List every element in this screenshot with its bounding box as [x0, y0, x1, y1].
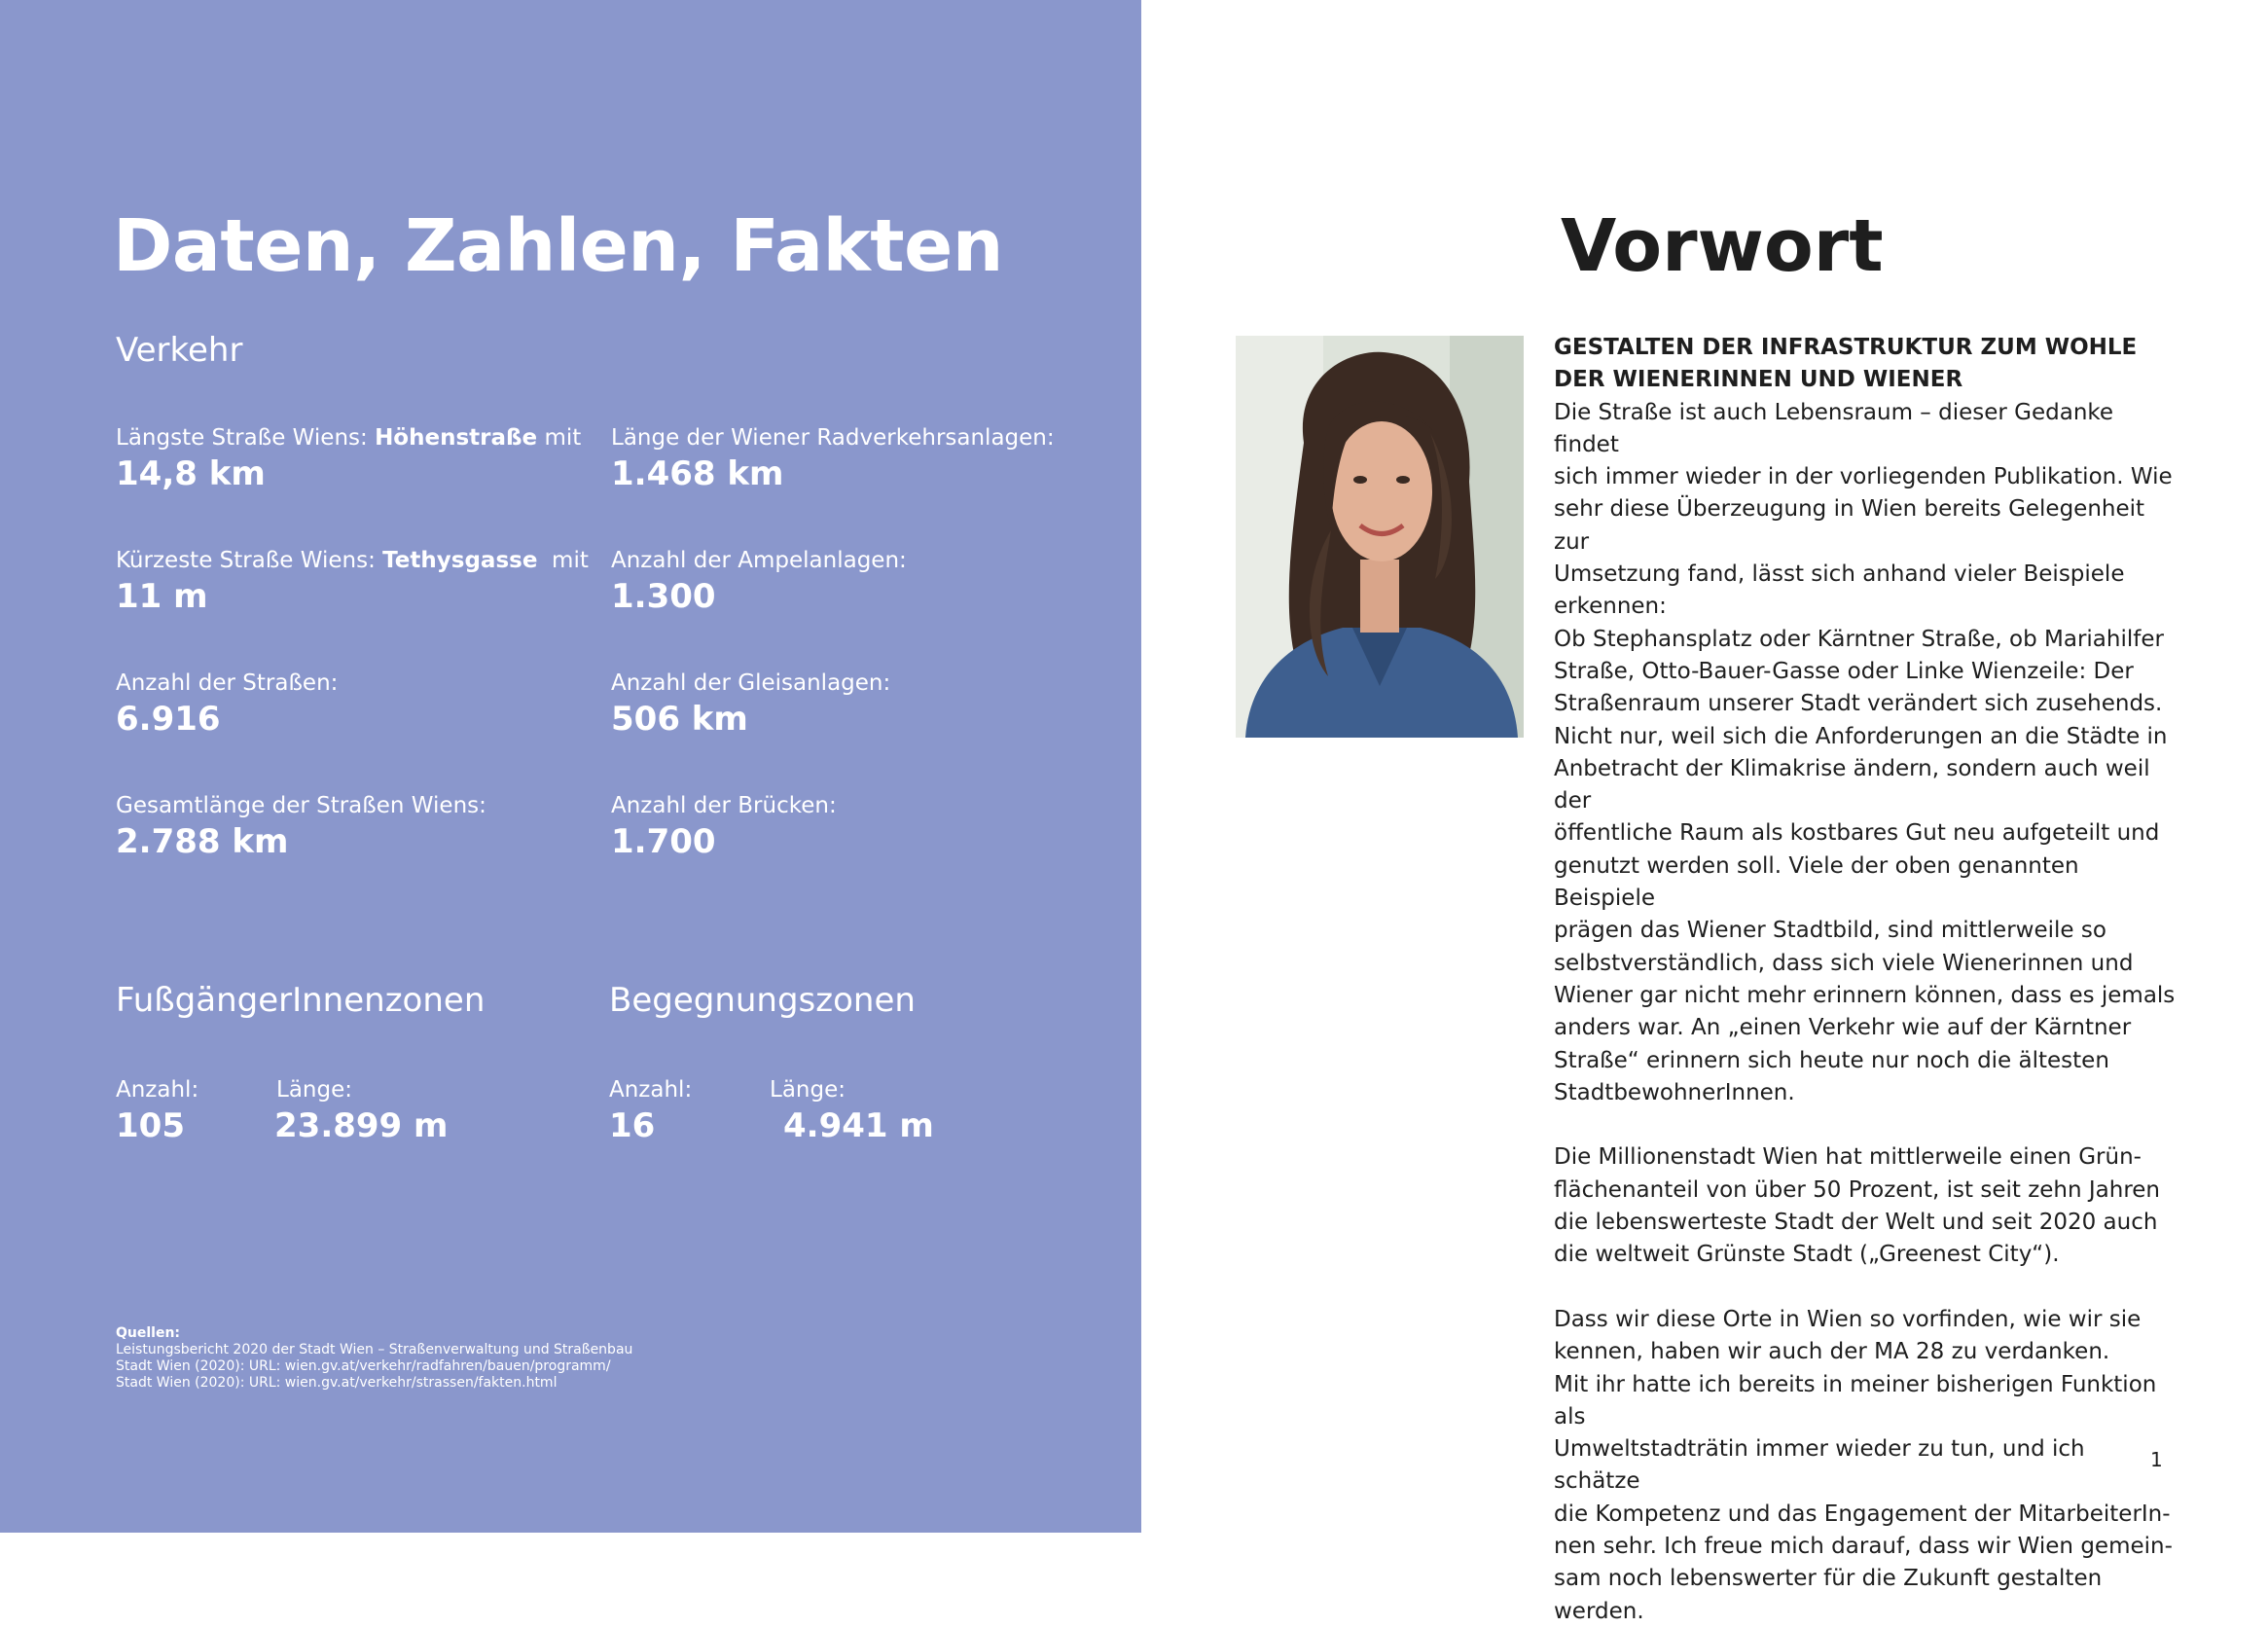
- text-line: flächenanteil von über 50 Prozent, ist seit zehn Jahren: [1554, 1176, 2161, 1203]
- text-line: Nicht nur, weil sich die Anforderungen an die Städte in: [1554, 723, 2168, 749]
- text-line: sam noch lebenswerter für die Zukunft gestalten werden.: [1554, 1566, 2103, 1624]
- stat-total-length: [116, 790, 486, 862]
- text-line: Dass wir diese Orte in Wien so vorfinden, wie wir sie: [1554, 1306, 2142, 1332]
- text-line: die weltweit Grünste Stadt („Greenest City“).: [1554, 1242, 2060, 1268]
- stat-label: Länge der Wiener Radverkehrsanlagen:: [611, 425, 1055, 451]
- facts-title: Daten, Zahlen, Fakten: [113, 204, 1003, 288]
- stat-label: Anzahl:: [116, 1077, 199, 1103]
- text-line: Mit ihr hatte ich bereits in meiner bisherigen Funktion als: [1554, 1371, 2157, 1429]
- stat-value: 1.700: [611, 822, 716, 861]
- stat-value: 105: [116, 1106, 185, 1145]
- pedestrian-zones-length: [274, 1074, 448, 1146]
- stat-value: 4.941 m: [783, 1106, 934, 1145]
- stat-label: Länge:: [770, 1077, 846, 1103]
- text-line: kennen, haben wir auch der MA 28 zu verdanken.: [1554, 1339, 2110, 1365]
- text-line: Die Straße ist auch Lebensraum – dieser Gedanke findet: [1554, 399, 2114, 457]
- portrait-illustration: [1236, 336, 1524, 738]
- encounter-zones-length: [770, 1074, 934, 1146]
- encounter-zones-count: [609, 1074, 692, 1146]
- text-line: sich immer wieder in der vorliegenden Publikation. Wie: [1554, 464, 2173, 490]
- stat-label: Gesamtlänge der Straßen Wiens:: [116, 793, 486, 818]
- text-line: sehr diese Überzeugung in Wien bereits Gelegenheit zur: [1554, 496, 2145, 555]
- stat-label: Anzahl der Gleisanlagen:: [611, 670, 891, 696]
- sources: [116, 1325, 632, 1392]
- pedestrian-zones-count: [116, 1074, 198, 1146]
- paragraph-1: [1554, 397, 2177, 1110]
- foreword-title: Vorwort: [1561, 204, 1884, 288]
- text-line: StadtbewohnerInnen.: [1554, 1079, 1795, 1105]
- text-line: prägen das Wiener Stadtbild, sind mittlerweile so: [1554, 918, 2106, 944]
- text-line: Straße“ erinnern sich heute nur noch die ältesten: [1554, 1047, 2109, 1073]
- encounter-zones-heading: Begegnungszonen: [609, 981, 916, 1020]
- paragraph-3: [1554, 1304, 2177, 1628]
- author-portrait: [1236, 336, 1524, 738]
- text-line: öffentliche Raum als kostbares Gut neu aufgeteilt und: [1554, 820, 2160, 847]
- stat-value: 11 m: [116, 577, 208, 616]
- stat-value: 1.468 km: [611, 454, 784, 493]
- stat-label: Anzahl der Brücken:: [611, 793, 837, 818]
- text-line: die lebenswerteste Stadt der Welt und seit 2020 auch: [1554, 1210, 2158, 1236]
- stat-label: Anzahl der Ampelanlagen:: [611, 548, 907, 573]
- stat-value: 16: [609, 1106, 656, 1145]
- stat-value: 23.899 m: [274, 1106, 449, 1145]
- source-line: Stadt Wien (2020): URL: wien.gv.at/verkehr/radfahren/bauen/programm/: [116, 1358, 611, 1374]
- text-line: erkennen:: [1554, 594, 1667, 620]
- text-line: Straße, Otto-Bauer-Gasse oder Linke Wienzeile: Der: [1554, 658, 2134, 684]
- stat-bike-lanes: [611, 422, 1055, 494]
- stat-value: 1.300: [611, 577, 716, 616]
- text-line: Wiener gar nicht mehr erinnern können, dass es jemals: [1554, 982, 2176, 1008]
- text-line: Umsetzung fand, lässt sich anhand vieler Beispiele: [1554, 561, 2125, 588]
- text-line: Straßenraum unserer Stadt verändert sich zusehends.: [1554, 691, 2163, 717]
- stat-longest-street: [116, 422, 581, 494]
- stat-bridges: [611, 790, 837, 862]
- text-line: Anbetracht der Klimakrise ändern, sondern auch weil der: [1554, 755, 2150, 814]
- stat-label: Kürzeste Straße Wiens: Tethysgasse mit: [116, 548, 589, 573]
- stat-label: Länge:: [276, 1077, 352, 1103]
- text-line: anders war. An „einen Verkehr wie auf der Kärntner: [1554, 1015, 2132, 1041]
- pedestrian-zones-heading: FußgängerInnenzonen: [116, 981, 486, 1020]
- stat-value: 506 km: [611, 700, 748, 739]
- stat-tracks: [611, 668, 890, 740]
- text-line: die Kompetenz und das Engagement der MitarbeiterIn-: [1554, 1501, 2171, 1527]
- paragraph-2: [1554, 1141, 2177, 1271]
- article-title-line: GESTALTEN DER INFRASTRUKTUR ZUM WOHLE: [1554, 335, 2138, 360]
- text-line: selbstverständlich, dass sich viele Wienerinnen und: [1554, 950, 2134, 976]
- stat-value: 2.788 km: [116, 822, 289, 861]
- stat-value: 6.916: [116, 700, 221, 739]
- text-line: Umweltstadträtin immer wieder zu tun, und ich schätze: [1554, 1436, 2085, 1495]
- text-line: genutzt werden soll. Viele der oben genannten Beispiele: [1554, 852, 2079, 912]
- text-line: Die Millionenstadt Wien hat mittlerweile einen Grün-: [1554, 1144, 2142, 1171]
- stat-label: Längste Straße Wiens: Höhenstraße mit: [116, 425, 582, 451]
- stat-label: Anzahl der Straßen:: [116, 670, 339, 696]
- article-title-line: DER WIENERINNEN UND WIENER: [1554, 367, 1963, 393]
- stat-label: Anzahl:: [609, 1077, 693, 1103]
- page-number: 1: [2150, 1448, 2163, 1471]
- text-line: Ob Stephansplatz oder Kärntner Straße, ob Mariahilfer: [1554, 626, 2164, 652]
- foreword-article: [1554, 332, 2177, 1628]
- verkehr-heading: Verkehr: [116, 331, 243, 370]
- text-line: nen sehr. Ich freue mich darauf, dass wir Wien gemein-: [1554, 1533, 2173, 1559]
- stat-shortest-street: [116, 545, 589, 617]
- stat-street-count: [116, 668, 338, 740]
- facts-panel: [0, 0, 1141, 1533]
- source-line: Stadt Wien (2020): URL: wien.gv.at/verkehr/strassen/fakten.html: [116, 1375, 558, 1391]
- stat-value: 14,8 km: [116, 454, 266, 493]
- sources-title: Quellen:: [116, 1325, 181, 1341]
- source-line: Leistungsbericht 2020 der Stadt Wien – Straßenverwaltung und Straßenbau: [116, 1342, 633, 1357]
- stat-traffic-lights: [611, 545, 907, 617]
